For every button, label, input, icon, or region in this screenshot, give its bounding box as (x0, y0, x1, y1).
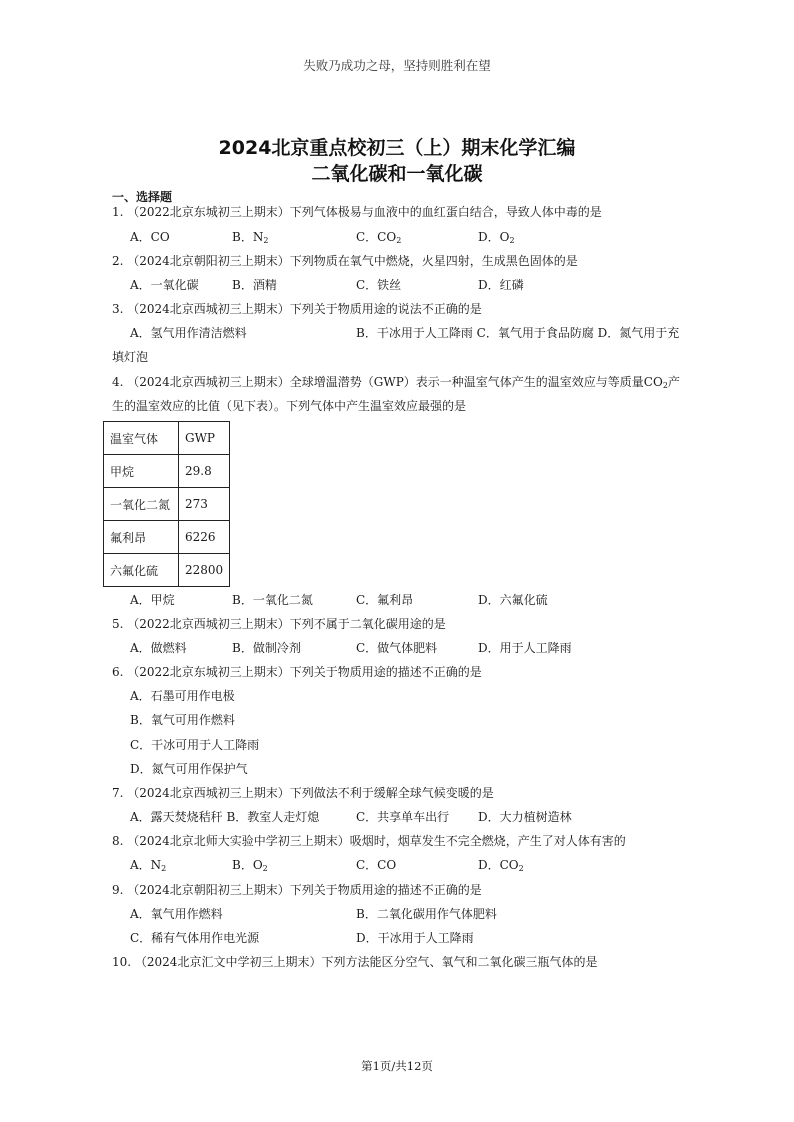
question-7-stem: 7. （2024北京西城初三上期末）下列做法不利于缓解全球气候变暖的是 (112, 786, 494, 800)
question-9-stem: 9. （2024北京朝阳初三上期末）下列关于物质用途的描述不正确的是 (112, 883, 482, 897)
option-a: A．氧气用作燃料 (130, 907, 223, 921)
question-8-options (130, 857, 730, 873)
table-row (104, 455, 230, 488)
option-c: C．氟利昂 (356, 593, 414, 607)
option-a: A．做燃料 (130, 641, 187, 655)
question-2-stem: 2. （2024北京朝阳初三上期末）下列物质在氧气中燃烧，火星四射，生成黑色固体的是 (112, 254, 578, 268)
question-8-stem: 8. （2024北京北师大实验中学初三上期末）吸烟时，烟草发生不完全燃烧，产生了对人体有害的 (112, 834, 626, 848)
section-heading: 一、选择题 (112, 190, 173, 204)
option-ab: A．露天焚烧秸秆 B．教室人走灯熄 (130, 810, 320, 824)
table-header-gas: 温室气体 (104, 422, 179, 455)
option-a: A．CO (130, 230, 170, 244)
option-d: D．红磷 (478, 278, 524, 292)
option-b: B．酒精 (232, 278, 277, 292)
table-cell: 六氟化硫 (104, 554, 179, 587)
option-c: C．做气体肥料 (356, 641, 438, 655)
question-4-stem-line2: 生的温室效应的比值（见下表）。下列气体中产生温室效应最强的是 (112, 399, 467, 413)
option-d: D．$O_2$ (478, 230, 515, 245)
table-row (104, 488, 230, 521)
table-cell: 氟利昂 (104, 521, 179, 554)
question-7-options (130, 809, 730, 825)
option-b: B．$O_2$ (232, 858, 268, 873)
question-6-option-b: B．氧气可用作燃料 (130, 713, 235, 727)
question-6-option-a: A．石墨可用作电极 (130, 689, 235, 703)
table-cell: 一氧化二氮 (104, 488, 179, 521)
question-6-option-c: C．干冰可用于人工降雨 (130, 738, 260, 752)
question-3-options (130, 325, 730, 341)
option-c: C．CO (356, 858, 397, 872)
page-header-motto: 失败乃成功之母，坚持则胜利在望 (303, 58, 491, 73)
option-b: B．二氧化碳用作气体肥料 (356, 907, 497, 921)
document-title: 2024北京重点校初三（上）期末化学汇编 (218, 137, 576, 159)
question-4-options (130, 592, 730, 608)
option-a: A．一氧化碳 (130, 278, 199, 292)
option-d: D．六氟化硫 (478, 593, 548, 607)
question-2-options (130, 277, 730, 293)
document-subtitle: 二氧化碳和一氧化碳 (311, 163, 483, 185)
table-cell: 6226 (179, 521, 230, 554)
option-d: D．$CO_2$ (478, 858, 524, 873)
table-cell: 273 (179, 488, 230, 521)
option-d: D．用于人工降雨 (478, 641, 572, 655)
question-3-continuation: 填灯泡 (112, 350, 149, 364)
table-header-gwp: GWP (179, 422, 230, 455)
option-b: B．做制冷剂 (232, 641, 301, 655)
question-10-stem: 10. （2024北京汇文中学初三上期末）下列方法能区分空气、氧气和二氧化碳三瓶气体的是 (112, 955, 598, 969)
question-5-options (130, 640, 730, 656)
option-bcd: B．干冰用于人工降雨 C．氧气用于食品防腐 D．氮气用于充 (356, 326, 680, 340)
question-5-stem: 5. （2022北京西城初三上期末）下列不属于二氧化碳用途的是 (112, 617, 446, 631)
option-b: B．一氧化二氮 (232, 593, 313, 607)
table-cell: 29.8 (179, 455, 230, 488)
option-a: A．氢气用作清洁燃料 (130, 326, 247, 340)
option-c: C．共享单车出行 (356, 810, 450, 824)
question-1-stem: 1. （2022北京东城初三上期末）下列气体极易与血液中的血红蛋白结合，导致人体中毒的是 (112, 205, 602, 219)
option-d: D．干冰用于人工降雨 (356, 931, 474, 945)
option-d: D．大力植树造林 (478, 810, 572, 824)
question-4-stem-line1: 4. （2024北京西城初三上期末）全球增温潜势（GWP）表示一种温室气体产生的温室效应与等质量$CO_2$产 (112, 375, 680, 390)
table-cell: 甲烷 (104, 455, 179, 488)
question-6-option-d: D．氮气可用作保护气 (130, 762, 248, 776)
option-b: B．$N_2$ (232, 230, 269, 245)
table-cell: 22800 (179, 554, 230, 587)
gwp-table (103, 421, 230, 587)
option-c: C．$CO_2$ (356, 230, 402, 245)
question-1-options (130, 229, 730, 245)
question-3-stem: 3. （2024北京西城初三上期末）下列关于物质用途的说法不正确的是 (112, 302, 482, 316)
option-a: A．甲烷 (130, 593, 175, 607)
question-6-stem: 6. （2022北京东城初三上期末）下列关于物质用途的描述不正确的是 (112, 665, 482, 679)
option-c: C．稀有气体用作电光源 (130, 931, 260, 945)
table-row (104, 554, 230, 587)
question-9-options-row2 (130, 930, 730, 946)
option-a: A．$N_2$ (130, 858, 167, 873)
page-number-footer: 第1页/共12页 (361, 1059, 433, 1073)
table-row (104, 521, 230, 554)
table-row (104, 422, 230, 455)
question-9-options-row1 (130, 906, 730, 922)
option-c: C．铁丝 (356, 278, 402, 292)
